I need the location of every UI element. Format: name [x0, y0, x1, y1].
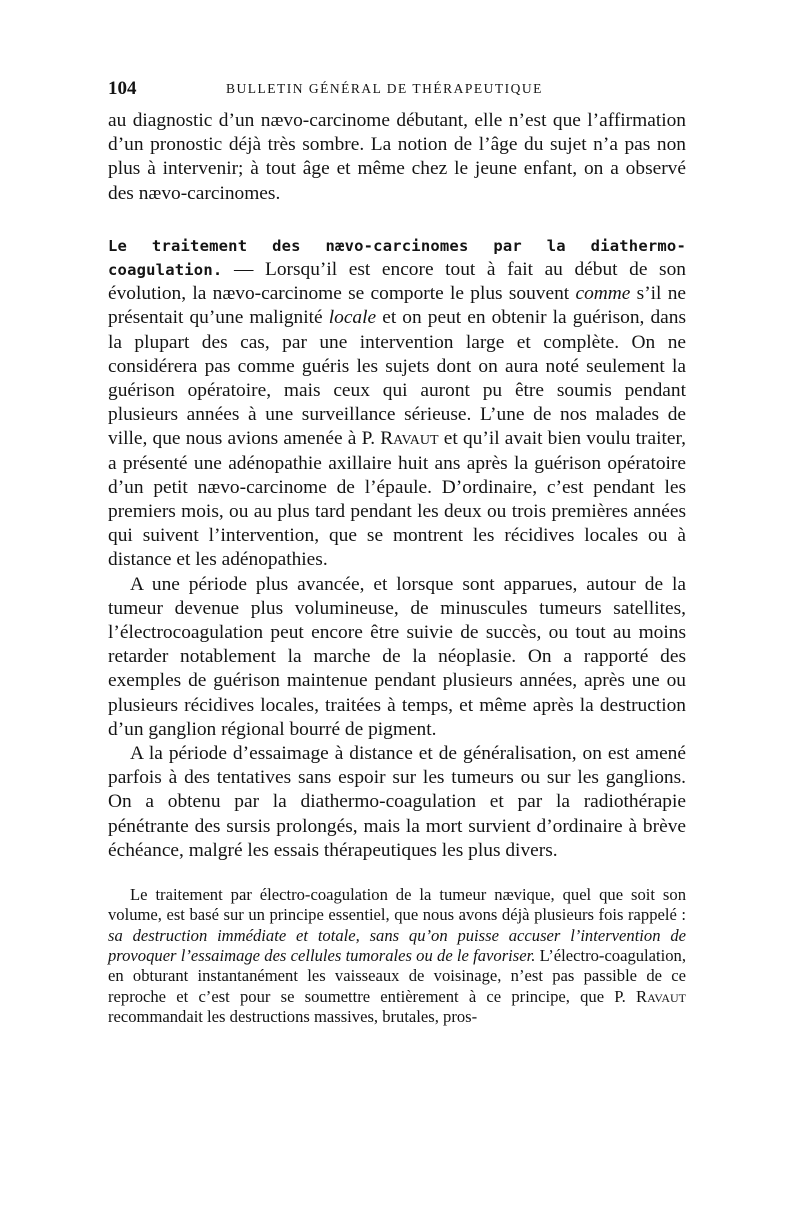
paragraph-diagnostic: au diagnostic d’un nævo-carcinome débutant, elle n’est que l’affirmation d’un pronostic déjà très sombre. La notion de l’âge du sujet n’a pas non plus à intervenir; à tout âge et même chez le jeune enfant, on a observé des nævo-carcinomes. — [108, 110, 686, 204]
author-name: Ravaut — [636, 986, 686, 1006]
author-name: Ravaut — [380, 428, 439, 450]
document-page — [108, 78, 686, 1044]
paragraph-text: — Lorsqu’il est encore tout à fait au début de son évolution, la nævo-carcinome se comporte le plus souvent — [108, 259, 686, 305]
paragraph-text: s’il ne présentait qu’une malignité — [108, 283, 687, 329]
footnote-paragraph — [108, 885, 686, 1027]
running-header — [108, 78, 686, 104]
page-number: 104 — [108, 78, 137, 99]
journal-title: BULLETIN GÉNÉRAL DE THÉRAPEUTIQUE — [226, 81, 543, 96]
italic-text: locale — [328, 307, 377, 329]
paragraph-advanced-stage: A une période plus avancée, et lorsque sont apparues, autour de la tumeur devenue plus volumineuse, de minuscules tumeurs satellites, l’électrocoagulation peut encore être suivie de succès, ou tout au moins retarder notablement la marche de la néoplasie. On a rapporté des exemples de guérison maintenue pendant plusieurs années, après une ou plusieurs récidives locales, traitées à temps, et même après la destruction d’un ganglion régional bourré de pigment. — [108, 573, 686, 740]
paragraph-generalisation: A la période d’essaimage à distance et de généralisation, on est amené parfois à des tentatives sans espoir sur les tumeurs ou sur les ganglions. On a obtenu par la diathermo-coagulation et par la radiothérapie pénétrante des sursis prolongés, mais la mort survient d’ordinaire à brève échéance, malgré les essais thérapeutiques les plus divers. — [108, 743, 686, 861]
footnote-italic: sa destruction immédiate et totale, sans qu’on puisse accuser l’intervention de provoquer l’essaimage des cellules tumorales ou de le favoriser. — [108, 925, 686, 965]
section-heading: Le traitement des nævo-carcinomes par la diathermo-coagulation. — [108, 236, 686, 280]
footnote-text: Le traitement par électro-coagulation de la tumeur nævique, quel que soit son volume, est basé sur un principe essentiel, que nous avons déjà plusieurs fois rappelé : — [108, 885, 686, 925]
footnote-text: recommandait les destructions massives, brutales, pros- — [108, 1006, 478, 1026]
paragraph-treatment — [108, 234, 686, 573]
paragraph-text: et qu’il avait bien voulu traiter, a présenté une adénopathie axillaire huit ans après la guérison opératoire d’un petit nævo-carcinome de l’épaule. D’ordinaire, c’est pendant les premiers mois, ou au plus tard pendant les deux ou trois premières années qui suivent l’intervention, que se montrent les récidives locales ou à distance et les adénopathies. — [108, 428, 686, 571]
paragraph-text: et on peut en obtenir la guérison, dans la plupart des cas, par une intervention large et complète. On ne considérera pas comme guéris les sujets dont on aura noté seulement la guérison opératoire, mais ceux qui auront pu être soumis pendant plusieurs années à une surveillance sérieuse. L’une de nos malades de ville, que nous avions amenée à P. — [108, 307, 686, 450]
footnote-text: L’électro-coagulation, en obturant instantanément les vaisseaux de voisinage, n’est pas passible de ce reproche et c’est pour se soumettre entièrement à ce principe, que P. — [108, 945, 686, 1006]
italic-text: comme — [575, 283, 631, 305]
